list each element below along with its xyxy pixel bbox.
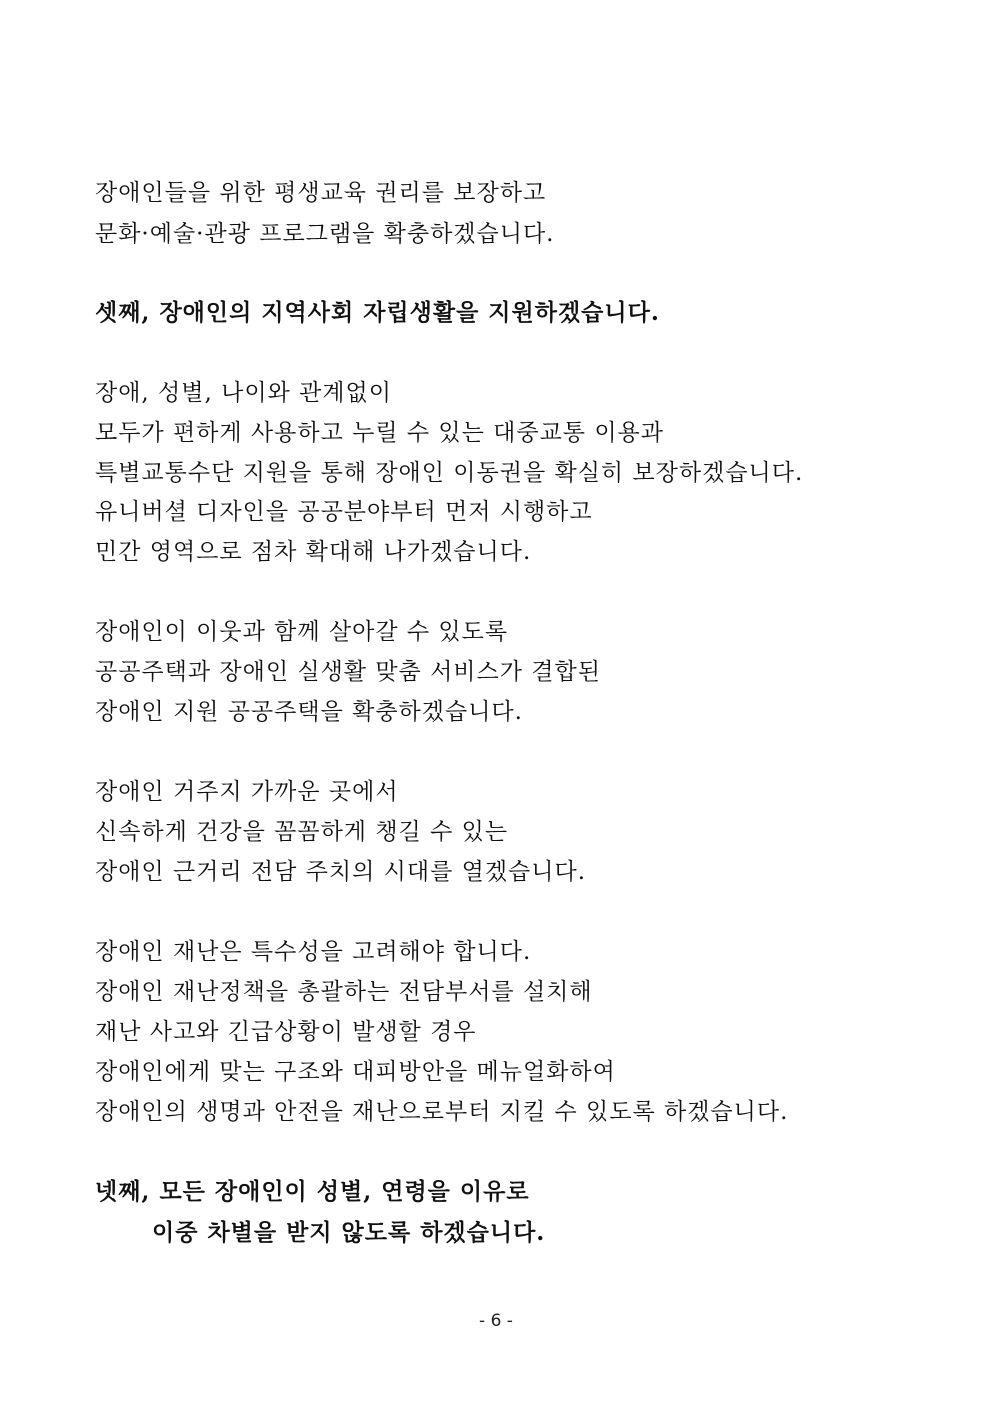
paragraph-line: 재난 사고와 긴급상황이 발생할 경우 [95,1019,477,1045]
section-heading-fourth-continued: 이중 차별을 받지 않도록 하겠습니다. [152,1219,546,1246]
paragraph-line: 특별교통수단 지원을 통해 장애인 이동권을 확실히 보장하겠습니다. [95,460,804,486]
section-heading-fourth: 넷째, 모든 장애인이 성별, 연령을 이유로 [95,1178,530,1205]
page-number: - 6 - [479,1311,513,1331]
paragraph-line: 장애인 지원 공공주택을 확충하겠습니다. [95,699,523,725]
paragraph-line: 문화·예술·관광 프로그램을 확충하겠습니다. [95,221,555,247]
paragraph-line: 장애인들을 위한 평생교육 권리를 보장하고 [95,180,547,206]
paragraph-line: 장애인의 생명과 안전을 재난으로부터 지킬 수 있도록 하겠습니다. [95,1099,789,1125]
paragraph-line: 신속하게 건강을 꼼꼼하게 챙길 수 있는 [95,819,509,845]
paragraph-line: 장애인 재난은 특수성을 고려해야 합니다. [95,939,532,965]
paragraph-line: 유니버셜 디자인을 공공분야부터 먼저 시행하고 [95,499,593,525]
paragraph-line: 장애인 거주지 가까운 곳에서 [95,779,399,805]
paragraph-line: 장애인 근거리 전담 주치의 시대를 열겠습니다. [95,859,587,885]
paragraph-line: 장애, 성별, 나이와 관계없이 [95,380,392,406]
section-heading-third: 셋째, 장애인의 지역사회 자립생활을 지원하겠습니다. [95,299,660,326]
paragraph-line: 민간 영역으로 점차 확대해 나가겠습니다. [95,539,532,565]
paragraph-line: 모두가 편하게 사용하고 누릴 수 있는 대중교통 이용과 [95,420,664,446]
paragraph-line: 장애인이 이웃과 함께 살아갈 수 있도록 [95,619,509,645]
paragraph-line: 공공주택과 장애인 실생활 맞춤 서비스가 결합된 [95,659,601,685]
paragraph-line: 장애인에게 맞는 구조와 대피방안을 메뉴얼화하여 [95,1059,616,1085]
paragraph-line: 장애인 재난정책을 총괄하는 전담부서를 설치해 [95,979,593,1005]
